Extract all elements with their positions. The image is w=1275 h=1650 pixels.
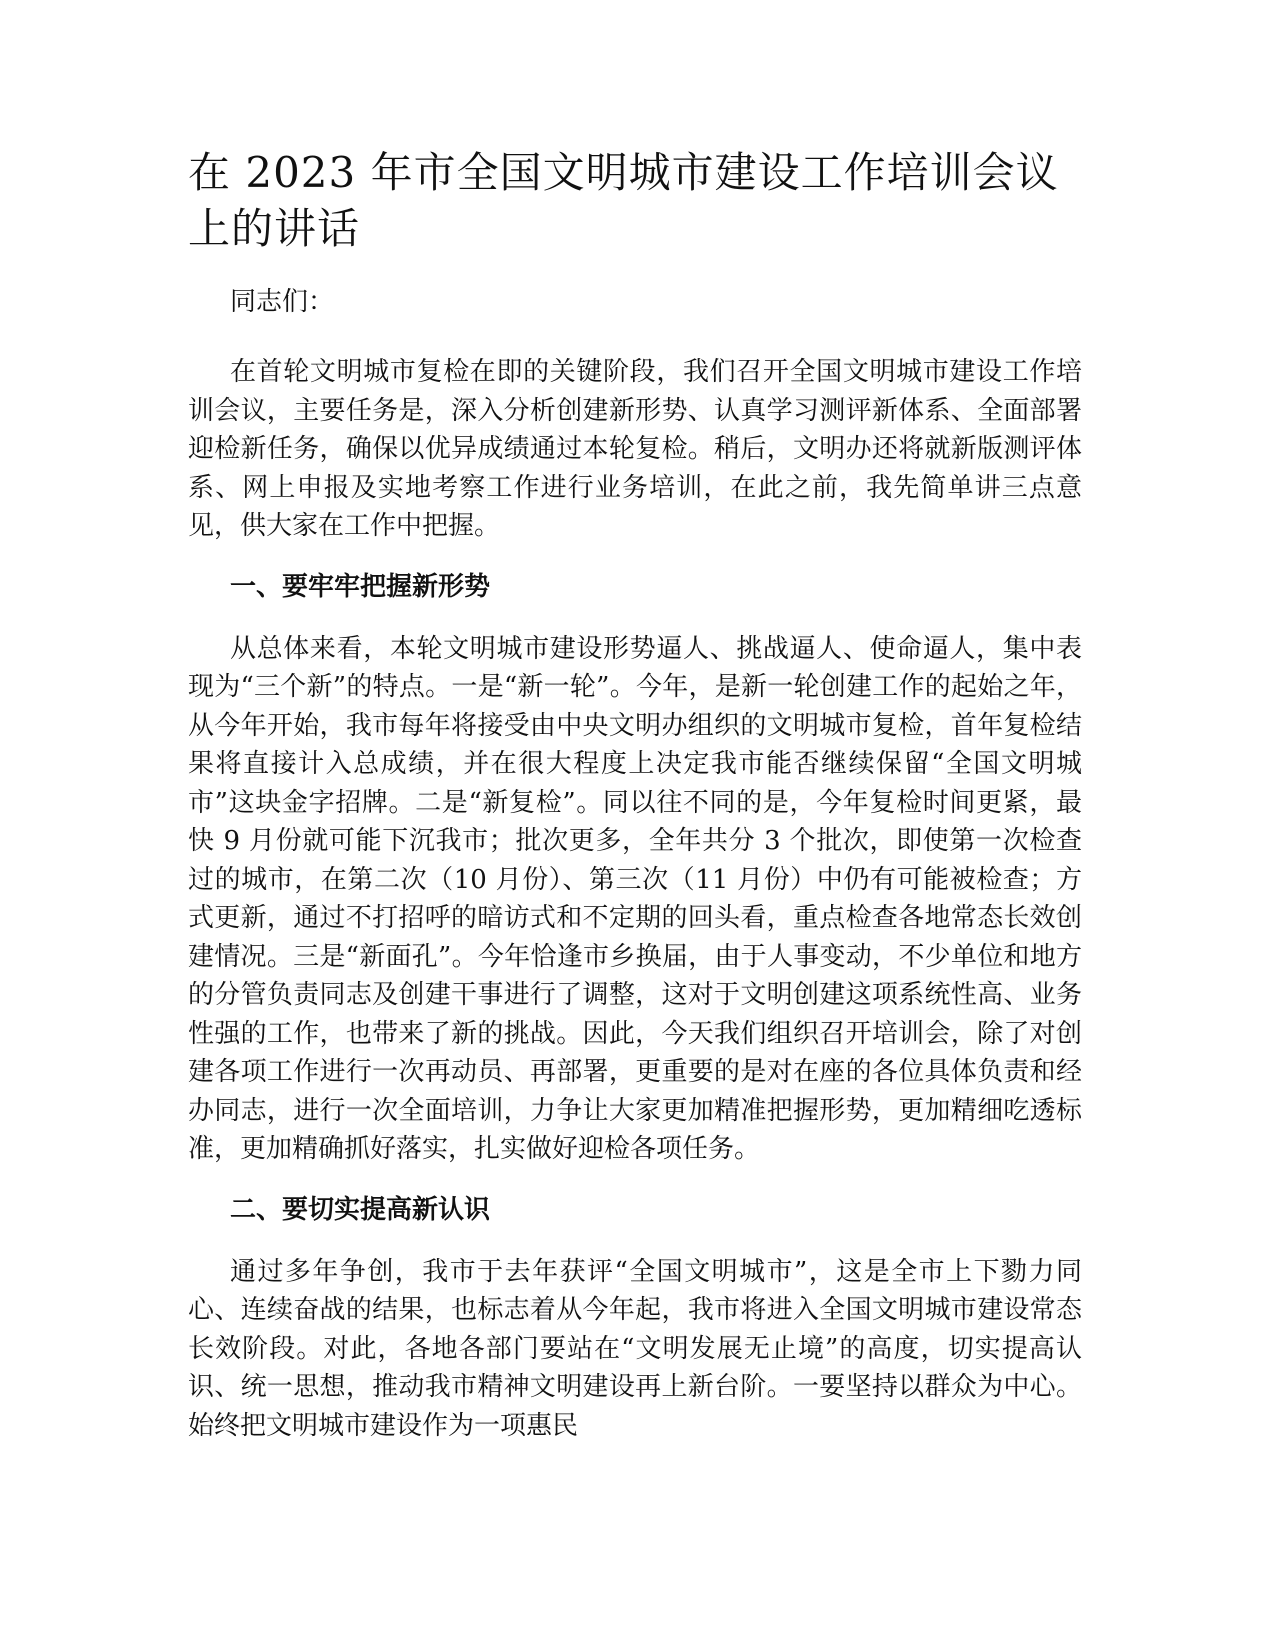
salutation: 同志们：	[230, 287, 335, 317]
intro-paragraph: 在首轮文明城市复检在即的关键阶段，我们召开全国文明城市建设工作培训会议，主要任务是，深入分析创建新形势、认真学习测评新体系、全面部署迎检新任务，确保以优异成绩通过本轮复检。稍后，文明办还将就新版测评体系、网上申报及实地考察工作进行业务培训，在此之前，我先简单讲三点意见，供大家在工作中把握。	[188, 357, 1082, 541]
section-body-1: 从总体来看，本轮文明城市建设形势逼人、挑战逼人、使命逼人，集中表现为“三个新”的特点。一是“新一轮”。今年，是新一轮创建工作的起始之年，从今年开始，我市每年将接受由中央文明办组织的文明城市复检，首年复检结果将直接计入总成绩，并在很大程度上决定我市能否继续保留“全国文明城市”这块金字招牌。二是“新复检”。同以往不同的是，今年复检时间更紧，最快 9 月份就可能下沉我市；批次更多，全年共分 3 个批次，即使第一次检查过的城市，在第二次（10 月份）、第三次（11 月份）中仍有可能被检查；方式更新，通过不打招呼的暗访式和不定期的回头看，重点检查各地常态长效创建情况。三是“新面孔”。今年恰逢市乡换届，由于人事变动，不少单位和地方的分管负责同志及创建干事进行了调整，这对于文明创建这项系统性高、业务性强的工作，也带来了新的挑战。因此，今天我们组织召开培训会，除了对创建各项工作进行一次再动员、再部署，更重要的是对在座的各位具体负责和经办同志，进行一次全面培训，力争让大家更加精准把握形势，更加精细吃透标准，更加精确抓好落实，扎实做好迎检各项任务。	[188, 633, 1082, 1164]
section-heading-2: 二、要切实提高新认识	[230, 1194, 491, 1225]
document-page	[188, 145, 1082, 1445]
document-title: 在 2023 年市全国文明城市建设工作培训会议上的讲话	[188, 148, 1059, 253]
section-heading-1: 一、要牢牢把握新形势	[230, 571, 491, 602]
section-body-2: 通过多年争创，我市于去年获评“全国文明城市”，这是全市上下勠力同心、连续奋战的结果，也标志着从今年起，我市将进入全国文明城市建设常态长效阶段。对此，各地各部门要站在“文明发展无止境”的高度，切实提高认识、统一思想，推动我市精神文明建设再上新台阶。一要坚持以群众为中心。始终把文明城市建设作为一项惠民	[188, 1256, 1082, 1441]
